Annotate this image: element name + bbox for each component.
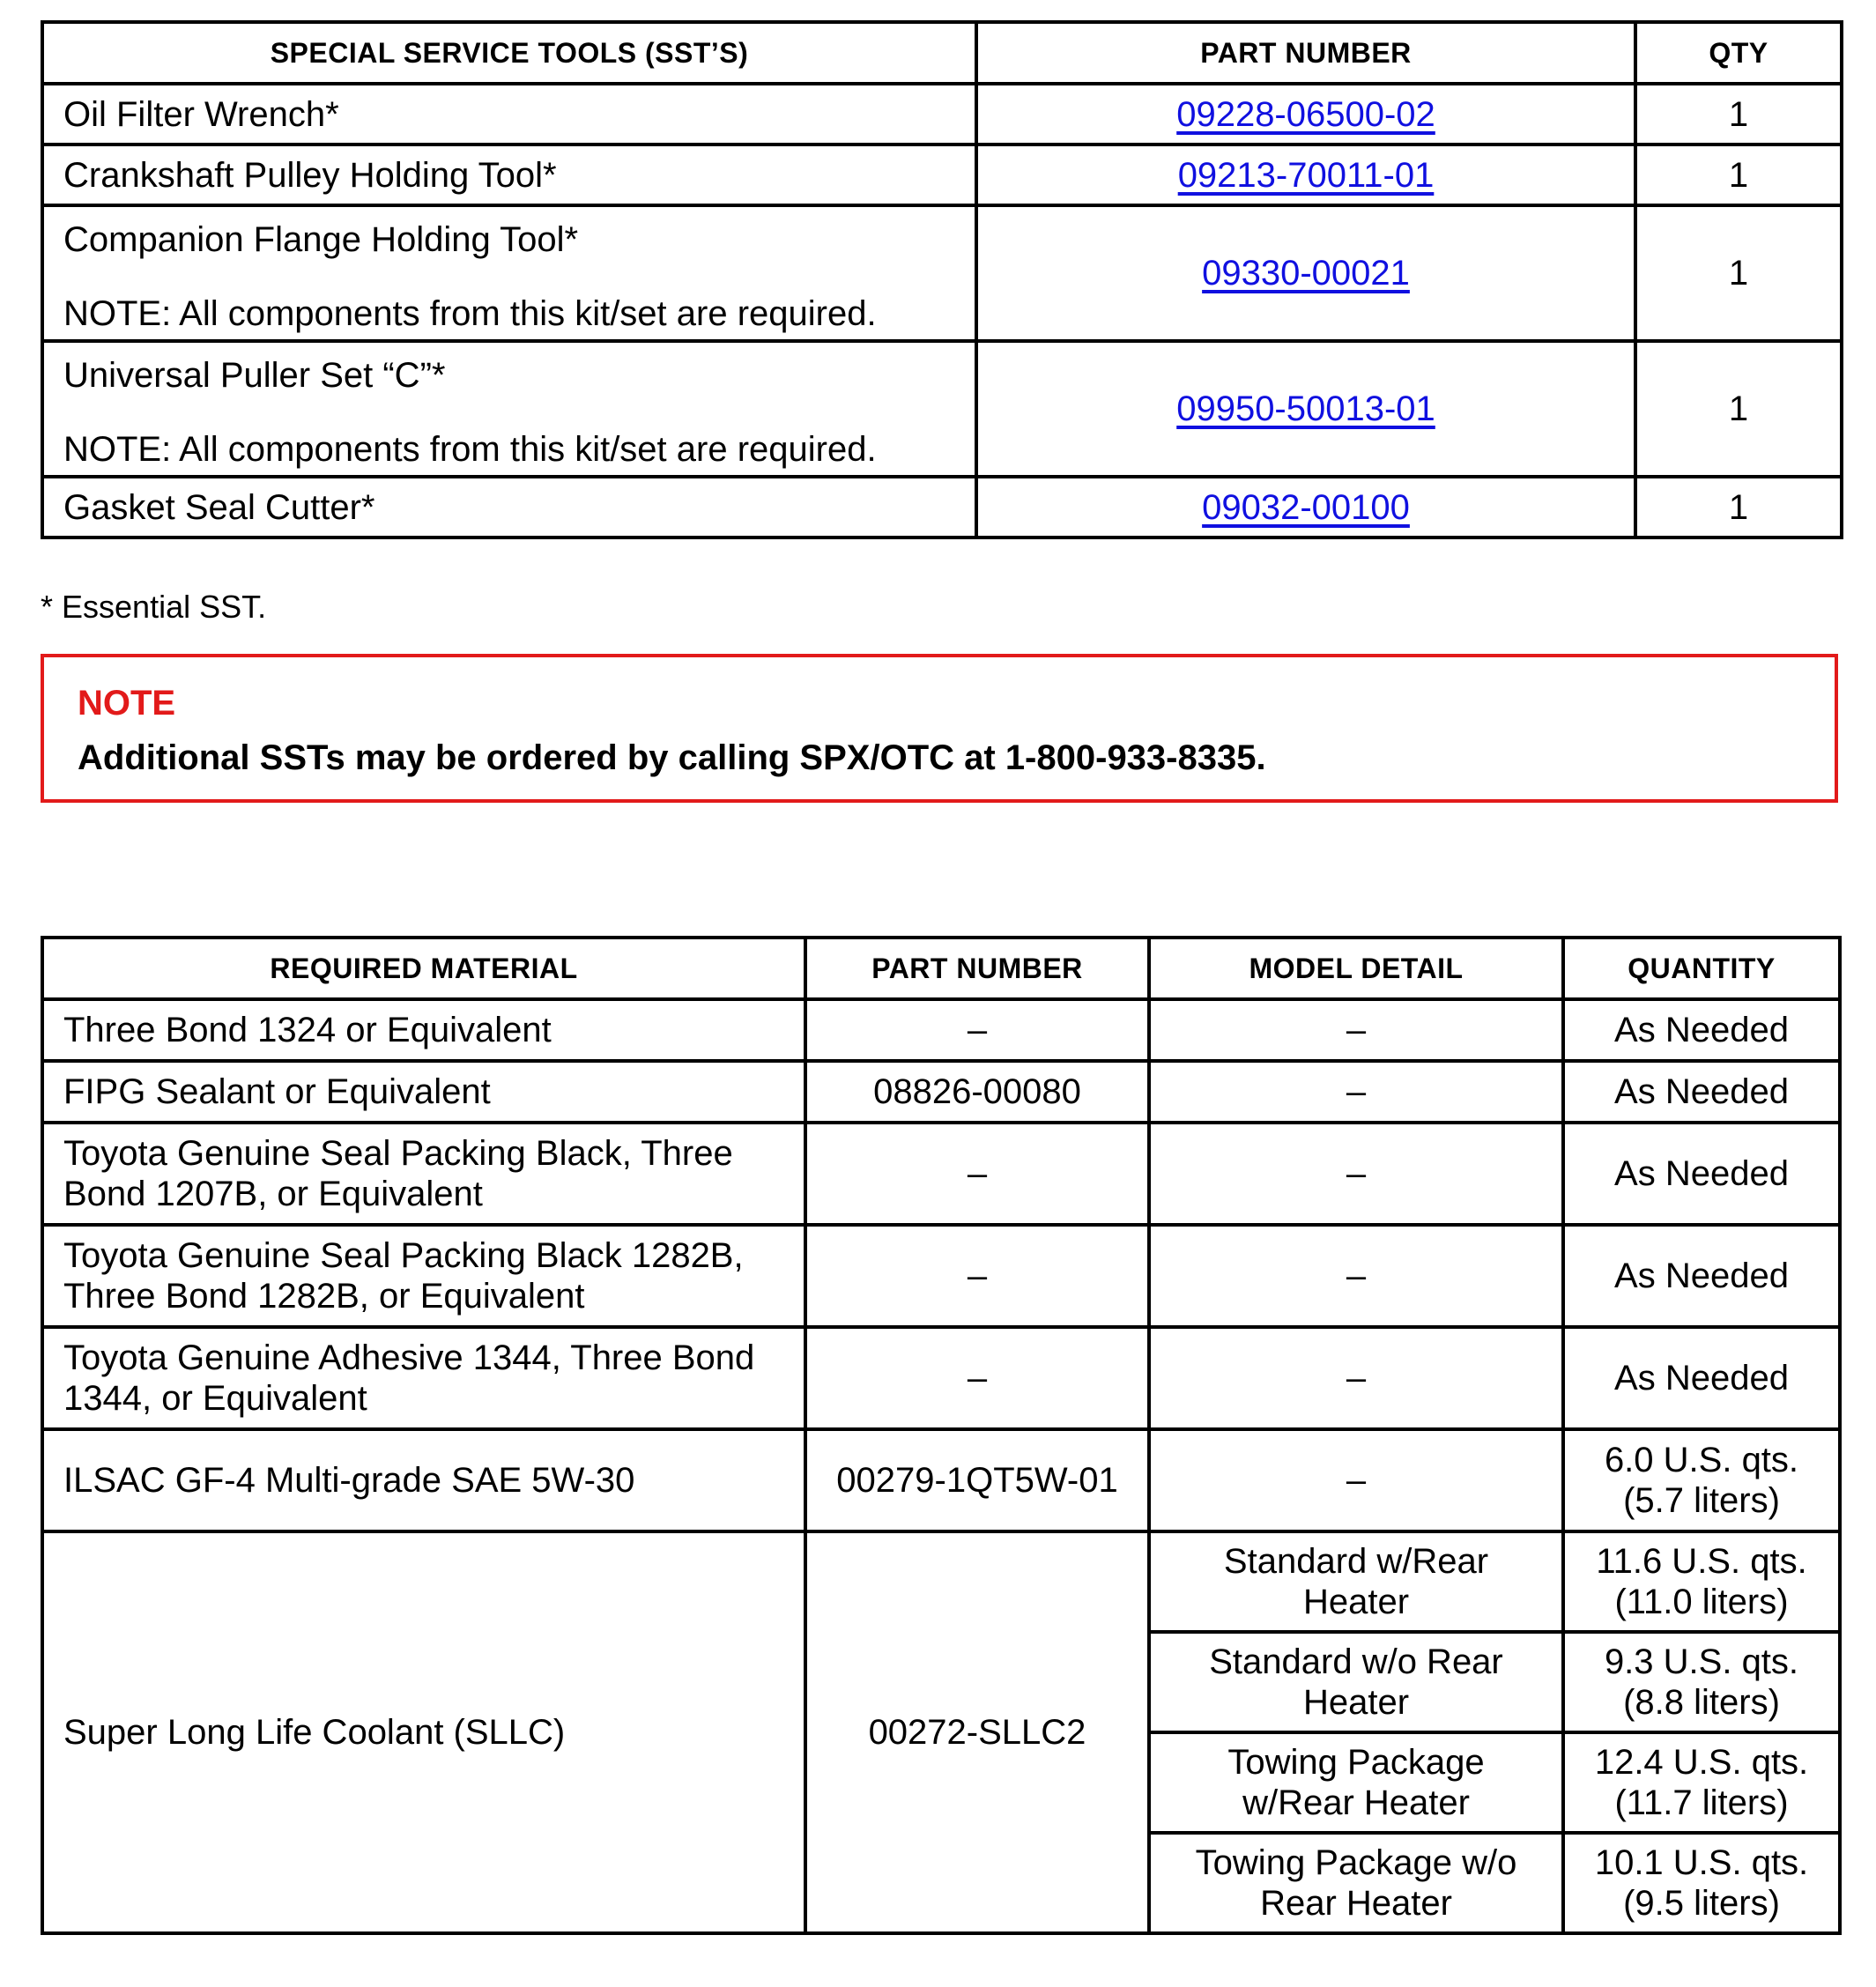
coolant-row	[42, 1531, 1840, 1632]
material-qty: As Needed	[1563, 1327, 1840, 1429]
material-name: ILSAC GF-4 Multi-grade SAE 5W-30	[42, 1429, 805, 1531]
coolant-qty: 12.4 U.S. qts. (11.7 liters)	[1563, 1732, 1840, 1833]
sst-qty: 1	[1635, 84, 1842, 145]
material-part: –	[805, 999, 1149, 1061]
material-qty: 6.0 U.S. qts. (5.7 liters)	[1563, 1429, 1840, 1531]
sst-row	[42, 145, 1842, 205]
sst-part-cell	[976, 341, 1635, 477]
sst-tool-note: NOTE: All components from this kit/set are required.	[63, 430, 877, 469]
material-name: Toyota Genuine Adhesive 1344, Three Bond 1344, or Equivalent	[42, 1327, 805, 1429]
note-title: NOTE	[78, 684, 176, 723]
material-model: –	[1149, 1327, 1563, 1429]
sst-tool-name: Universal Puller Set “C”*	[63, 356, 446, 395]
material-part: –	[805, 1123, 1149, 1225]
material-row	[42, 1123, 1840, 1225]
material-part: –	[805, 1327, 1149, 1429]
note-box	[41, 654, 1838, 803]
material-model: –	[1149, 999, 1563, 1061]
material-name: Three Bond 1324 or Equivalent	[42, 999, 805, 1061]
sst-tool-name: Crankshaft Pulley Holding Tool*	[42, 145, 976, 205]
material-name: Toyota Genuine Seal Packing Black 1282B, Three Bond 1282B, or Equivalent	[42, 1225, 805, 1327]
coolant-model: Towing Package w/o Rear Heater	[1149, 1833, 1563, 1933]
note-text: Additional SSTs may be ordered by calling SPX/OTC at 1-800-933-8335.	[78, 738, 1266, 777]
material-name: FIPG Sealant or Equivalent	[42, 1061, 805, 1123]
sst-tool-name: Companion Flange Holding Tool*	[63, 220, 579, 259]
sst-header-part: PART NUMBER	[976, 22, 1635, 84]
sst-part-link[interactable]: 09330-00021	[1202, 254, 1410, 293]
material-qty: As Needed	[1563, 1225, 1840, 1327]
sst-part-link[interactable]: 09228-06500-02	[1176, 94, 1435, 134]
sst-row	[42, 477, 1842, 538]
material-qty: As Needed	[1563, 999, 1840, 1061]
sst-header-qty: QTY	[1635, 22, 1842, 84]
coolant-qty: 9.3 U.S. qts. (8.8 liters)	[1563, 1632, 1840, 1732]
material-row	[42, 999, 1840, 1061]
material-row	[42, 1061, 1840, 1123]
materials-header-model: MODEL DETAIL	[1149, 938, 1563, 999]
materials-header-material: REQUIRED MATERIAL	[42, 938, 805, 999]
essential-sst-footnote: * Essential SST.	[41, 589, 267, 625]
sst-qty: 1	[1635, 341, 1842, 477]
coolant-part: 00272-SLLC2	[805, 1531, 1149, 1933]
material-row	[42, 1327, 1840, 1429]
sst-qty: 1	[1635, 145, 1842, 205]
materials-header-part: PART NUMBER	[805, 938, 1149, 999]
sst-part-cell	[976, 205, 1635, 341]
sst-part-cell	[976, 145, 1635, 205]
material-name: Toyota Genuine Seal Packing Black, Three Bond 1207B, or Equivalent	[42, 1123, 805, 1225]
sst-tool-cell	[42, 205, 976, 341]
sst-header-row	[42, 22, 1842, 84]
special-service-tools-table	[41, 20, 1843, 539]
sst-part-link[interactable]: 09032-00100	[1202, 487, 1410, 527]
sst-part-link[interactable]: 09950-50013-01	[1176, 389, 1435, 428]
material-model: –	[1149, 1429, 1563, 1531]
sst-tool-note: NOTE: All components from this kit/set are required.	[63, 294, 877, 333]
material-part: 08826-00080	[805, 1061, 1149, 1123]
sst-tool-cell	[42, 341, 976, 477]
sst-qty: 1	[1635, 477, 1842, 538]
required-materials-table	[41, 936, 1842, 1935]
coolant-model: Towing Package w/Rear Heater	[1149, 1732, 1563, 1833]
coolant-material: Super Long Life Coolant (SLLC)	[42, 1531, 805, 1933]
material-qty: As Needed	[1563, 1123, 1840, 1225]
sst-qty: 1	[1635, 205, 1842, 341]
sst-row	[42, 84, 1842, 145]
sst-row	[42, 205, 1842, 341]
material-qty: As Needed	[1563, 1061, 1840, 1123]
coolant-qty: 10.1 U.S. qts. (9.5 liters)	[1563, 1833, 1840, 1933]
sst-part-cell	[976, 477, 1635, 538]
material-row	[42, 1429, 1840, 1531]
material-row	[42, 1225, 1840, 1327]
sst-tool-name: Oil Filter Wrench*	[42, 84, 976, 145]
materials-header-quantity: QUANTITY	[1563, 938, 1840, 999]
sst-header-tool: SPECIAL SERVICE TOOLS (SST’S)	[42, 22, 976, 84]
sst-part-cell	[976, 84, 1635, 145]
material-model: –	[1149, 1061, 1563, 1123]
sst-part-link[interactable]: 09213-70011-01	[1177, 155, 1435, 195]
coolant-model: Standard w/o Rear Heater	[1149, 1632, 1563, 1732]
material-model: –	[1149, 1123, 1563, 1225]
sst-row	[42, 341, 1842, 477]
material-part: –	[805, 1225, 1149, 1327]
material-model: –	[1149, 1225, 1563, 1327]
material-part: 00279-1QT5W-01	[805, 1429, 1149, 1531]
sst-tool-name: Gasket Seal Cutter*	[42, 477, 976, 538]
coolant-model: Standard w/Rear Heater	[1149, 1531, 1563, 1632]
coolant-qty: 11.6 U.S. qts. (11.0 liters)	[1563, 1531, 1840, 1632]
materials-header-row	[42, 938, 1840, 999]
